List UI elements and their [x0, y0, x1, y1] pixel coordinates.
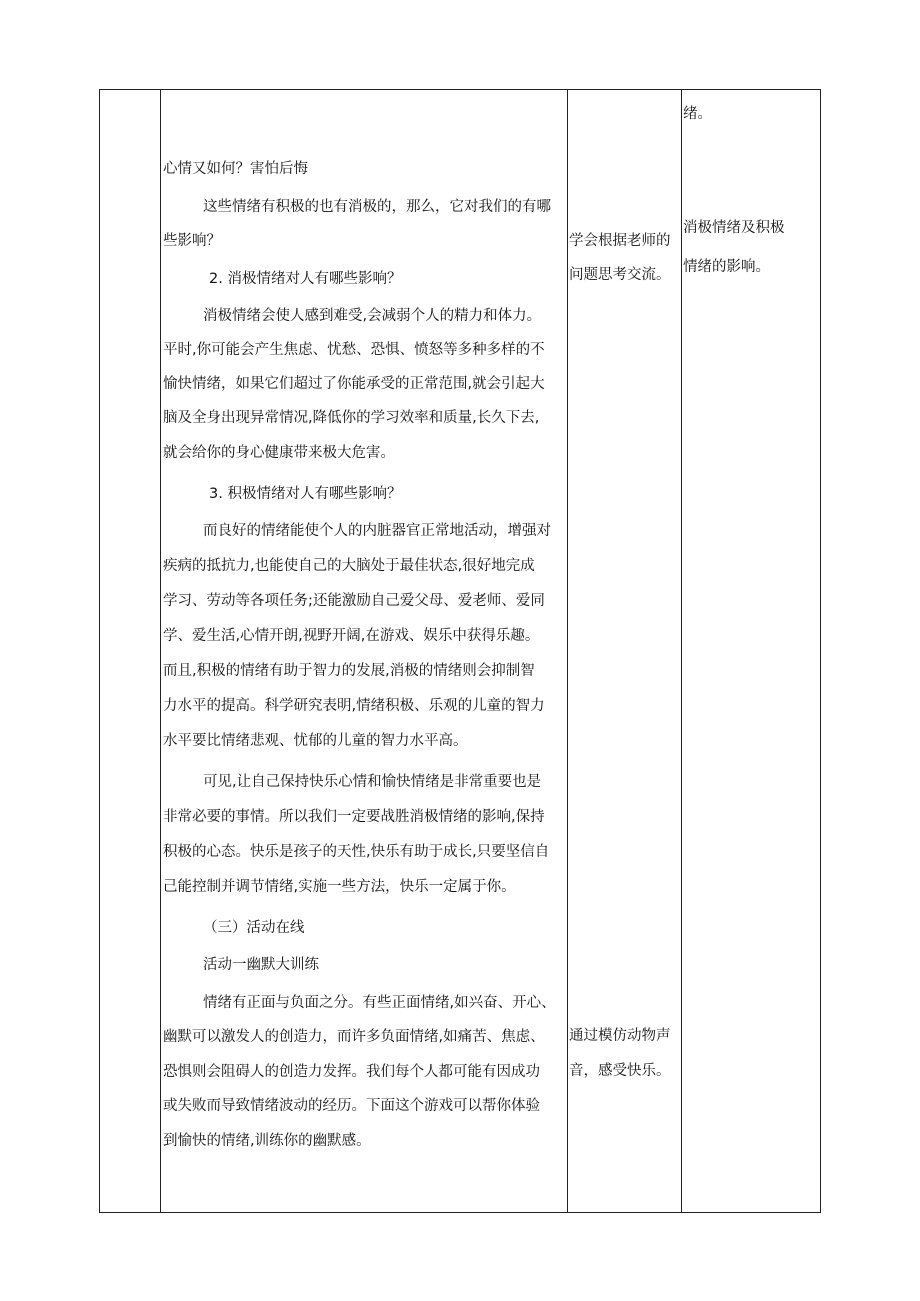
design-intent-line: 消极情绪及积极 [683, 220, 785, 236]
content-line: 愉快情绪，如果它们超过了你能承受的正常范围,就会引起大 [163, 376, 545, 392]
student-activity-line: 音，感受快乐。 [569, 1063, 671, 1079]
design-intent-cell [682, 90, 820, 1212]
student-activity-line: 学会根据老师的 [569, 233, 671, 249]
teaching-content-cell [161, 90, 567, 1212]
student-activity-line: 问题思考交流。 [569, 267, 671, 283]
content-line: 学、爱生活,心情开朗,视野开阔,在游戏、娱乐中获得乐趣。 [163, 628, 540, 644]
content-line: 平时,你可能会产生焦虑、忧愁、恐惧、愤怒等多种多样的不 [163, 342, 545, 358]
content-line: 到愉快的情绪,训练你的幽默感。 [163, 1133, 371, 1149]
content-line: 幽默可以激发人的创造力，而许多负面情绪,如痛苦、焦虑、 [163, 1029, 545, 1045]
content-line: 积极的心态。快乐是孩子的天性,快乐有助于成长,只要坚信自 [163, 844, 550, 860]
content-line: 水平要比情绪悲观、忧郁的儿童的智力水平高。 [163, 733, 468, 749]
first-column-cell [100, 90, 160, 1212]
content-line: 疾病的抵抗力,也能使自己的大脑处于最佳状态,很好地完成 [163, 558, 535, 574]
content-subheading: 2. 消极情绪对人有哪些影响？ [209, 271, 402, 287]
activity-title: 活动一幽默大训练 [203, 957, 319, 973]
content-line: 非常必要的事情。所以我们一定要战胜消极情绪的影响,保持 [163, 809, 545, 825]
content-line: 脑及全身出现异常情况,降低你的学习效率和质量,长久下去, [163, 410, 540, 426]
lesson-plan-table [99, 89, 821, 1213]
section-heading: （三）活动在线 [203, 920, 305, 936]
design-intent-line: 情绪的影响。 [683, 259, 770, 275]
content-line: 这些情绪有积极的也有消极的，那么，它对我们的有哪 [203, 199, 551, 215]
student-activity-cell [568, 90, 681, 1212]
content-line: 或失败而导致情绪波动的经历。下面这个游戏可以帮你体验 [163, 1098, 540, 1114]
content-line: 力水平的提高。科学研究表明,情绪积极、乐观的儿童的智力 [163, 698, 545, 714]
content-line: 心情又如何？害怕后悔 [163, 161, 308, 177]
content-line: 消极情绪会使人感到难受,会减弱个人的精力和体力。 [203, 308, 542, 324]
content-line: 恐惧则会阻碍人的创造力发挥。我们每个人都可能有因成功 [163, 1064, 540, 1080]
content-line: 就会给你的身心健康带来极大危害。 [163, 445, 395, 461]
content-line: 情绪有正面与负面之分。有些正面情绪,如兴奋、开心、 [203, 995, 556, 1011]
content-subheading: 3. 积极情绪对人有哪些影响？ [209, 486, 402, 502]
content-line: 而且,积极的情绪有助于智力的发展,消极的情绪则会抑制智 [163, 663, 535, 679]
content-line: 可见,让自己保持快乐心情和愉快情绪是非常重要也是 [203, 774, 542, 790]
content-line: 而良好的情绪能使个人的内脏器官正常地活动，增强对 [203, 523, 551, 539]
content-line: 己能控制并调节情绪,实施一些方法，快乐一定属于你。 [163, 879, 516, 895]
content-line: 些影响？ [163, 233, 221, 249]
content-line: 学习、劳动等各项任务;还能激励自己爱父母、爱老师、爱同 [163, 593, 545, 609]
student-activity-line: 通过模仿动物声 [569, 1028, 671, 1044]
design-intent-line: 绪。 [683, 106, 712, 122]
